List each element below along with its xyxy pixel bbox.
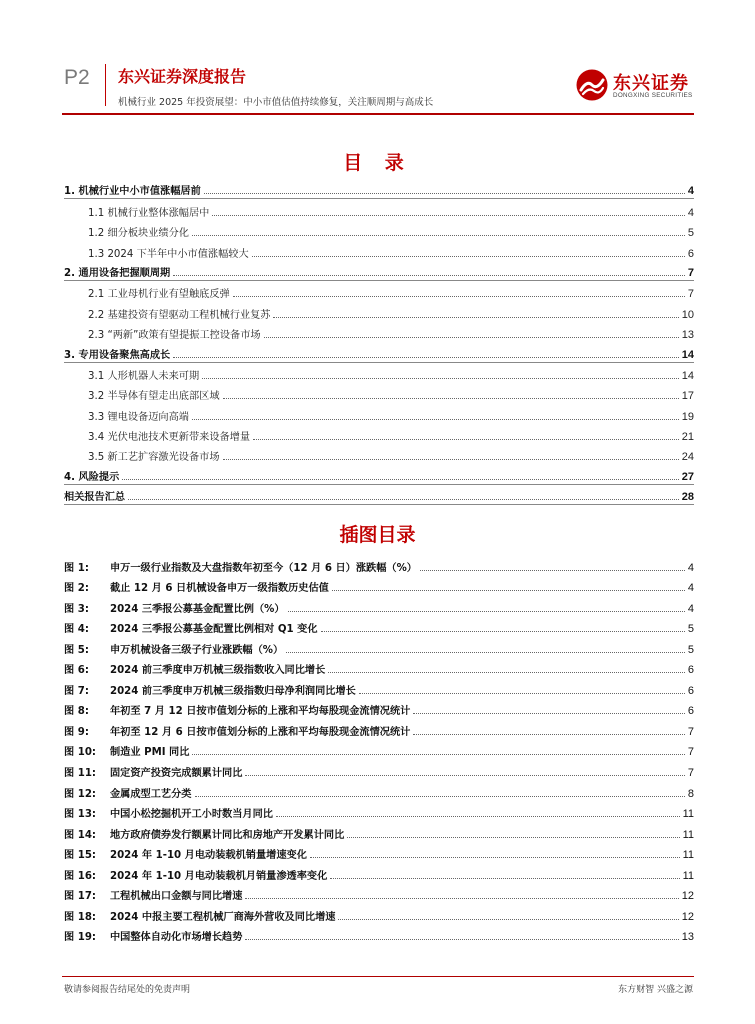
header-divider	[105, 64, 106, 106]
dot-leader	[288, 611, 685, 612]
toc-entry-text: 4. 风险提示	[64, 471, 120, 483]
dot-leader	[413, 713, 685, 714]
footer-slogan: 东方财智 兴盛之源	[618, 985, 693, 995]
figure-list-entry[interactable]	[64, 575, 694, 596]
dot-leader	[310, 857, 680, 858]
dot-leader	[332, 590, 685, 591]
figure-title: 中国小松挖掘机开工小时数当月同比	[110, 809, 273, 821]
figure-title: 制造业 PMI 同比	[110, 747, 190, 759]
figure-page: 11	[682, 828, 694, 841]
dot-leader	[223, 459, 679, 460]
report-subtitle: 机械行业 2025 年投资展望：中小市值估值持续修复，关注顺周期与高成长	[118, 97, 434, 108]
dot-leader	[286, 652, 685, 653]
toc-entry-text: 3.5 新工艺扩容激光设备市场	[88, 452, 220, 464]
toc-section-entry[interactable]	[64, 301, 694, 321]
figure-list-entry[interactable]	[64, 862, 694, 883]
toc-section-entry[interactable]	[64, 322, 694, 342]
figure-label: 图 7:	[64, 685, 89, 697]
figure-title: 2024 三季报公募基金配置比例相对 Q1 变化	[110, 624, 318, 636]
toc-entry-text: 3.4 光伏电池技术更新带来设备增量	[88, 432, 251, 444]
figure-list-entry[interactable]	[64, 616, 694, 637]
figure-title: 年初至 12 月 6 日按市值划分标的上涨和平均每股现金流情况统计	[110, 726, 411, 738]
figure-label: 图 5:	[64, 644, 89, 656]
figure-label: 图 3:	[64, 603, 89, 615]
report-brand-title: 东兴证券深度报告	[118, 67, 247, 86]
toc-section-entry[interactable]	[64, 424, 694, 444]
figure-page: 8	[687, 787, 694, 800]
figure-label: 图 10:	[64, 747, 96, 759]
toc-section-entry[interactable]	[64, 383, 694, 403]
toc-entry-page: 17	[681, 390, 694, 403]
figure-page: 12	[681, 890, 694, 903]
figure-page: 11	[682, 849, 694, 862]
toc-entry-page: 14	[681, 369, 694, 382]
figure-label: 图 2:	[64, 583, 89, 595]
toc-entry-page: 6	[687, 247, 694, 260]
toc-entry-text: 1. 机械行业中小市值涨幅居前	[64, 186, 201, 198]
dot-leader	[330, 878, 679, 879]
toc-entry-page: 4	[687, 206, 694, 219]
dot-leader	[204, 193, 685, 194]
dot-leader	[245, 939, 678, 940]
dot-leader	[192, 754, 684, 755]
figure-title: 工程机械出口金额与同比增速	[110, 891, 243, 903]
toc-entry-text: 1.2 细分板块业绩分化	[88, 228, 189, 240]
figure-title: 金属成型工艺分类	[110, 788, 192, 800]
figure-page: 7	[687, 767, 694, 780]
figure-list-entry[interactable]	[64, 698, 694, 719]
figure-page: 11	[682, 808, 694, 821]
figure-list-entry[interactable]	[64, 821, 694, 842]
dot-leader	[338, 919, 678, 920]
figure-page: 6	[687, 705, 694, 718]
dot-leader	[252, 256, 685, 257]
dot-leader	[321, 631, 685, 632]
toc-section-entry[interactable]	[64, 363, 694, 383]
logo-text-cn: 东兴证券	[613, 73, 689, 94]
toc-entry-page: 13	[681, 329, 694, 342]
toc-entry-page: 5	[687, 227, 694, 240]
figure-label: 图 19:	[64, 932, 96, 944]
figure-page: 7	[687, 725, 694, 738]
figure-page: 5	[687, 643, 694, 656]
figure-list-entry[interactable]	[64, 842, 694, 863]
figure-list-entry[interactable]	[64, 554, 694, 575]
toc-chapter-entry[interactable]	[64, 179, 694, 199]
toc-entry-page: 28	[681, 491, 694, 504]
toc-entry-page: 21	[681, 431, 694, 444]
dot-leader	[245, 898, 678, 899]
figure-label: 图 12:	[64, 788, 96, 800]
figure-list-entry[interactable]	[64, 903, 694, 924]
figure-list-entry[interactable]	[64, 924, 694, 945]
figure-label: 图 17:	[64, 891, 96, 903]
figure-list-title: 插图目录	[339, 524, 416, 546]
figure-list-entry[interactable]	[64, 657, 694, 678]
figure-page: 7	[687, 746, 694, 759]
toc-list	[64, 179, 694, 505]
figure-page: 4	[687, 582, 694, 595]
toc-entry-page: 4	[687, 185, 694, 198]
figure-page: 6	[687, 684, 694, 697]
dot-leader	[347, 837, 679, 838]
figure-list-entry[interactable]	[64, 677, 694, 698]
dot-leader	[122, 479, 678, 480]
dot-leader	[420, 570, 685, 571]
toc-section-entry[interactable]	[64, 240, 694, 260]
dot-leader	[233, 296, 685, 297]
figure-label: 图 4:	[64, 624, 89, 636]
toc-entry-page: 7	[687, 266, 694, 279]
toc-section-entry[interactable]	[64, 199, 694, 219]
figure-title: 2024 前三季度申万机械三级指数归母净利润同比增长	[110, 685, 356, 697]
toc-entry-text: 3. 专用设备聚焦高成长	[64, 349, 171, 361]
figure-label: 图 6:	[64, 665, 89, 677]
figure-page: 11	[682, 869, 694, 882]
toc-entry-text: 3.3 锂电设备迈向高端	[88, 411, 189, 423]
figure-title: 固定资产投资完成额累计同比	[110, 768, 243, 780]
figure-list	[64, 554, 694, 944]
figure-list-entry[interactable]	[64, 883, 694, 904]
toc-entry-page: 27	[681, 470, 694, 483]
toc-chapter-entry[interactable]	[64, 464, 694, 484]
figure-list-entry[interactable]	[64, 739, 694, 760]
figure-label: 图 8:	[64, 706, 89, 718]
footer-rule	[62, 976, 694, 977]
toc-entry-text: 2.2 基建投资有望驱动工程机械行业复苏	[88, 309, 271, 321]
logo-mark-icon	[575, 68, 609, 102]
dot-leader	[413, 734, 685, 735]
toc-entry-page: 19	[681, 410, 694, 423]
dot-leader	[173, 275, 685, 276]
toc-entry-text: 2. 通用设备把握顺周期	[64, 267, 171, 279]
figure-label: 图 11:	[64, 768, 96, 780]
figure-page: 4	[687, 561, 694, 574]
dot-leader	[328, 672, 685, 673]
footer-disclaimer: 敬请参阅报告结尾处的免责声明	[64, 985, 191, 995]
dot-leader	[192, 235, 685, 236]
figure-label: 图 13:	[64, 809, 96, 821]
figure-label: 图 15:	[64, 850, 96, 862]
figure-list-entry[interactable]	[64, 780, 694, 801]
figure-page: 12	[681, 910, 694, 923]
toc-chapter-entry[interactable]	[64, 485, 694, 505]
figure-title: 地方政府债券发行额累计同比和房地产开发累计同比	[110, 829, 345, 841]
dot-leader	[195, 796, 685, 797]
dot-leader	[128, 499, 679, 500]
dot-leader	[276, 816, 680, 817]
figure-label: 图 16:	[64, 870, 96, 882]
dot-leader	[223, 398, 679, 399]
dot-leader	[245, 775, 684, 776]
figure-page: 13	[681, 931, 694, 944]
toc-entry-page: 7	[687, 288, 694, 301]
dot-leader	[192, 419, 679, 420]
figure-list-entry[interactable]	[64, 595, 694, 616]
figure-page: 5	[687, 623, 694, 636]
figure-title: 中国整体自动化市场增长趋势	[110, 932, 243, 944]
toc-section-entry[interactable]	[64, 444, 694, 464]
figure-title: 申万一级行业指数及大盘指数年初至今（12 月 6 日）涨跌幅（%）	[110, 562, 417, 574]
dot-leader	[264, 337, 679, 338]
figure-label: 图 9:	[64, 726, 89, 738]
figure-title: 2024 中报主要工程机械厂商海外营收及同比增速	[110, 911, 336, 923]
toc-entry-text: 2.3 “两新”政策有望提振工控设备市场	[88, 330, 261, 342]
dot-leader	[253, 439, 679, 440]
figure-title: 2024 三季报公募基金配置比例（%）	[110, 603, 285, 615]
dot-leader	[359, 693, 685, 694]
figure-label: 图 14:	[64, 829, 96, 841]
figure-list-entry[interactable]	[64, 636, 694, 657]
header-rule	[62, 113, 694, 115]
toc-entry-page: 24	[681, 451, 694, 464]
toc-entry-page: 14	[681, 348, 694, 361]
toc-section-entry[interactable]	[64, 403, 694, 423]
figure-page: 4	[687, 602, 694, 615]
figure-list-entry[interactable]	[64, 759, 694, 780]
figure-title: 2024 前三季度申万机械三级指数收入同比增长	[110, 665, 326, 677]
figure-label: 图 1:	[64, 562, 89, 574]
toc-chapter-entry[interactable]	[64, 261, 694, 281]
figure-title: 申万机械设备三级子行业涨跌幅（%）	[110, 644, 284, 656]
toc-entry-text: 3.1 人形机器人未来可期	[88, 370, 200, 382]
toc-entry-text: 1.3 2024 下半年中小市值涨幅较大	[88, 248, 249, 260]
figure-list-entry[interactable]	[64, 801, 694, 822]
logo-text-en: DONGXING SECURITIES	[613, 92, 693, 99]
toc-entry-page: 10	[681, 308, 694, 321]
figure-title: 2024 年 1-10 月电动装载机月销量渗透率变化	[110, 870, 328, 882]
toc-title: 目 录	[343, 152, 412, 174]
toc-entry-text: 1.1 机械行业整体涨幅居中	[88, 207, 210, 219]
toc-entry-text: 相关报告汇总	[64, 492, 126, 504]
dot-leader	[212, 215, 685, 216]
figure-title: 2024 年 1-10 月电动装载机销量增速变化	[110, 850, 307, 862]
dot-leader	[273, 317, 678, 318]
toc-entry-text: 3.2 半导体有望走出底部区域	[88, 391, 220, 403]
figure-list-entry[interactable]	[64, 718, 694, 739]
page-number: P2	[64, 66, 90, 89]
figure-label: 图 18:	[64, 911, 96, 923]
toc-chapter-entry[interactable]	[64, 342, 694, 362]
toc-entry-text: 2.1 工业母机行业有望触底反弹	[88, 289, 230, 301]
figure-title: 年初至 7 月 12 日按市值划分标的上涨和平均每股现金流情况统计	[110, 706, 411, 718]
figure-title: 截止 12 月 6 日机械设备申万一级指数历史估值	[110, 583, 329, 595]
dot-leader	[173, 357, 679, 358]
toc-section-entry[interactable]	[64, 220, 694, 240]
toc-section-entry[interactable]	[64, 281, 694, 301]
company-logo	[575, 68, 693, 102]
dot-leader	[202, 378, 679, 379]
figure-page: 6	[687, 664, 694, 677]
